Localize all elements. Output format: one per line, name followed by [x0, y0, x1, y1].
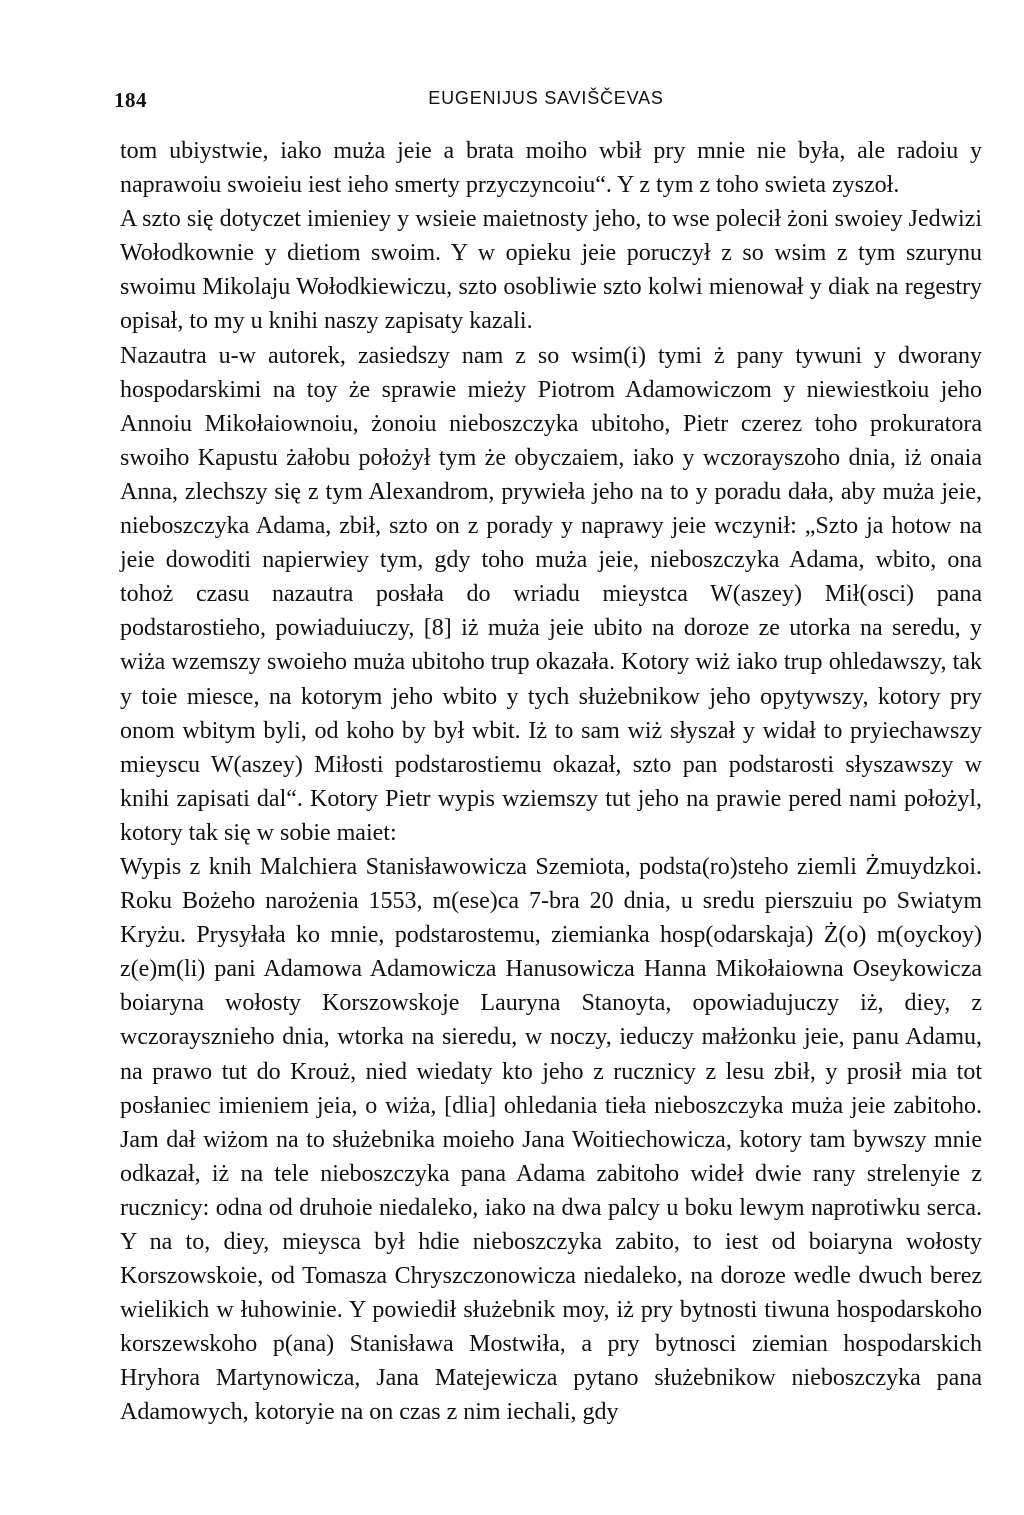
body-text	[120, 134, 982, 1430]
paragraph: A szto się dotyczet imieniey y wsieie maietnosty jeho, to wse polecił żoni swoiey Jedwizi Wołodkownie y dietiom swoim. Y w opieku jeie poruczył z so wsim z tym szurynu swoimu Mikolaju Wołodkiewiczu, szto osobliwie szto kolwi mienował y diak na regestry opisał, to my u knihi naszy zapisaty kazali.	[120, 206, 982, 335]
page-number: 184	[114, 88, 147, 112]
paragraph: Nazautra u-w autorek, zasiedszy nam z so wsim(i) tymi ż pany tywuni y dworany hospodarskimi na toy że sprawie mieży Piotrom Adamowiczom y niewiestkoiu jeho Annoiu Mikołaiownoiu, żonoiu nieboszczyka ubitoho, Pietr czerez toho prokuratora swoiho Kapustu żałobu położył tym że obyczaiem, iako y wczorayszoho dnia, iż onaia Anna, zlechszy się z tym Alexandrom, prywieła jeho na to y poradu dała, aby muża jeie, nieboszczyka Adama, zbił, szto on z porady y naprawy jeie wczynił: „Szto ja hotow na jeie dowoditi napierwiey tym, gdy toho muża jeie, nieboszczyka Adama, wbito, ona tohoż czasu nazautra posłała do wriadu mieystca W(aszey) Mił(osci) pana podstarostieho, powiaduiuczy, [8] iż muża jeie ubito na doroze ze utorka na seredu, y wiża wzemszy swoieho muża ubitoho trup okazała. Kotory wiż iako trup ohledawszy, tak y toie miesce, na kotorym jeho wbito y tych służebnikow jeho opytywszy, kotory pry onom wbitym byli, od koho by był wbit. Iż to sam wiż słyszał y widał to pryiechawszy mieyscu W(aszey) Miłosti podstarostiemu okazał, szto pan podstarosti słyszawszy w knihi zapisati dal“. Kotory Pietr wypis wziemszy tut jeho na prawie pered nami położyl, kotory tak się w sobie maiet:	[120, 342, 982, 846]
page-header	[114, 88, 978, 118]
running-head: EUGENIJUS SAVIŠČEVAS	[428, 88, 664, 108]
paragraph: tom ubiystwie, iako muża jeie a brata moiho wbił pry mnie nie była, ale radoiu y naprawoiu swoieiu iest ieho smerty przyczyncoiu“. Y z tym z toho swieta zyszoł.	[120, 138, 982, 199]
paragraph: Wypis z knih Malchiera Stanisławowicza Szemiota, podsta(ro)steho ziemli Żmuydzkoi. Roku Bożeho narożenia 1553, m(ese)ca 7-bra 20 dnia, u sredu pierszuiu po Swiatym Kryżu. Prysyłała ko mnie, podstarostemu, ziemianka hosp(odarskaja) Ż(o) m(oyckoy) z(e)m(li) pani Adamowa Adamowicza Hanusowicza Hanna Mikołaiowna Oseykowicza boiaryna wołosty Korszowskoje Lauryna Stanoyta, opowiadujuczy iż, diey, z wczorayszniehо dnia, wtorka na sieredu, w noczy, ieduczy małżonku jeie, panu Adamu, na prawo tut do Krouż, nied wiedaty kto jeho z rucznicy z lesu zbił, y prosił mia tot posłaniec imieniem jeia, o wiża, [dlia] ohledania tieła nieboszczyka muża jeie zabitoho. Jam dał wiżom na to służebnika moieho Jana Woitiechowicza, kotory tam bywszy mnie odkazał, iż na tele nieboszczyka pana Adama zabitoho wideł dwie rany strelenyie z rucznicy: odna od druhoie niedaleko, iako na dwa palcy u boku lewym naprotiwku serca. Y na to, diey, mieysca był hdie nieboszczyka zabito, to iest od boiaryna wołosty Korszowskoie, od Tomasza Chryszczonowicza niedaleko, na doroze wedle dwuch berez wielikich w łuhowinie. Y powiedił służebnik moy, iż pry bytnosti tiwuna hospodarskoho korszewskoho p(ana) Stanisława Mostwiła, a pry bytnosci ziemian hospodarskich Hryhora Martynowicza, Jana Matejewicza pytano służebnikow nieboszczyka pana Adamowych, kotoryie na on czas z nim iechali, gdy	[120, 853, 982, 1426]
